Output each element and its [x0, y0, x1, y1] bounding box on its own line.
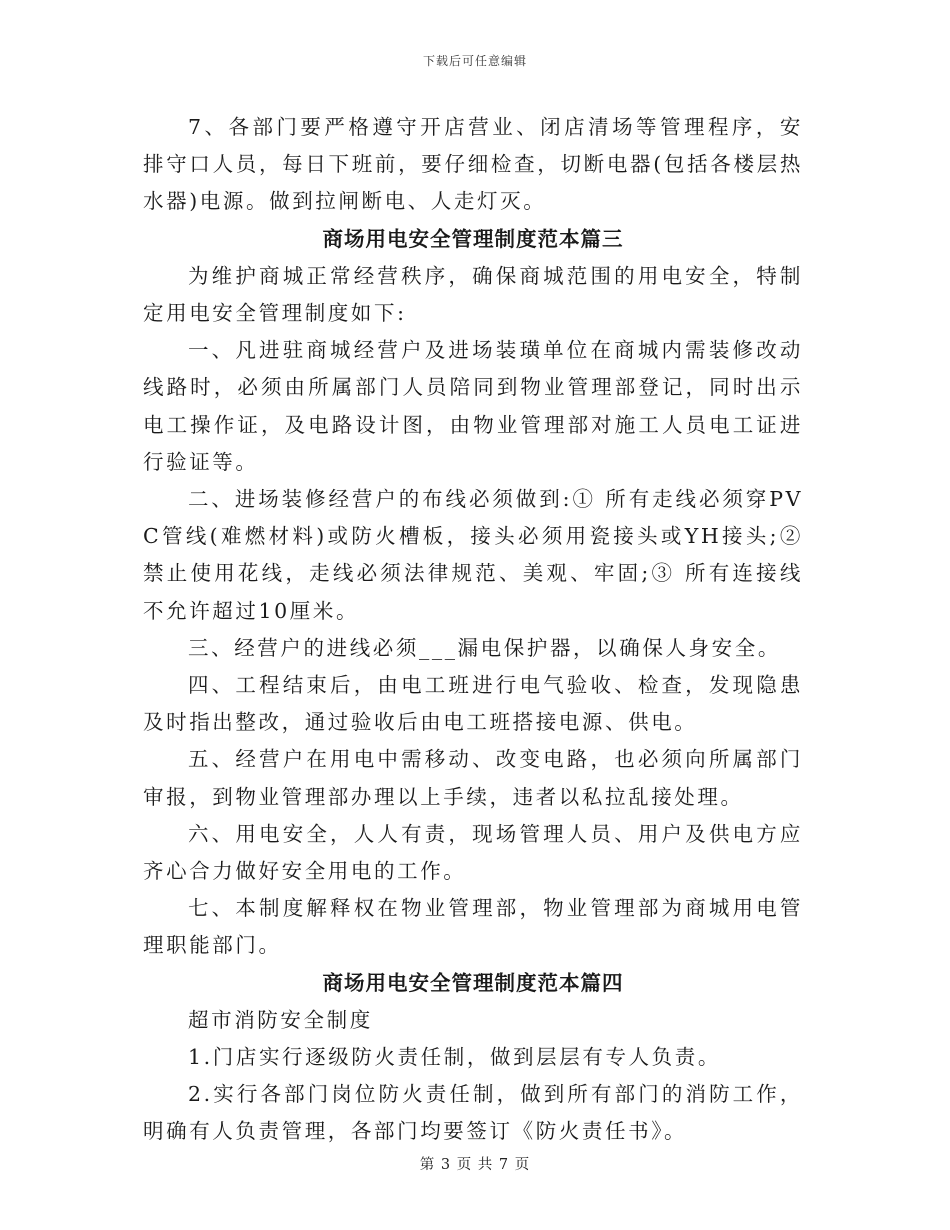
- page-number: 第 3 页 共 7 页: [419, 1157, 531, 1173]
- paragraph-rule-seven: 七、本制度解释权在物业管理部，物业管理部为商城用电管理职能部门。: [143, 896, 803, 958]
- paragraph-rule-two: 二、进场装修经营户的布线必须做到:① 所有走线必须穿PVC管线(难燃材料)或防火槽板，接头必须用瓷接头或YH接头;② 禁止使用花线，走线必须法律规范、美观、牢固;③ 所有连接线不允许超过10厘米。: [143, 487, 803, 623]
- section-heading-part-3: 商场用电安全管理制度范本篇三: [322, 226, 624, 251]
- paragraph-subtitle: 超市消防安全制度: [188, 1007, 373, 1032]
- paragraph-rule-five: 五、经营户在用电中需移动、改变电路，也必须向所属部门审报，到物业管理部办理以上手续，违者以私拉乱接处理。: [143, 747, 803, 809]
- paragraph-rule-one: 一、凡进驻商城经营户及进场装璜单位在商城内需装修改动线路时，必须由所属部门人员陪同到物业管理部登记，同时出示电工操作证，及电路设计图，由物业管理部对施工人员电工证进行验证等。: [143, 338, 803, 474]
- header-note: 下载后可任意编辑: [422, 54, 527, 68]
- paragraph-rule-three: 三、经营户的进线必须___漏电保护器，以确保人身安全。: [188, 635, 781, 660]
- paragraph-item-2: 2.实行各部门岗位防火责任制，做到所有部门的消防工作，明确有人负责管理，各部门均要签订《防火责任书》。: [143, 1082, 803, 1144]
- paragraph-rule-six: 六、用电安全，人人有责，现场管理人员、用户及供电方应齐心合力做好安全用电的工作。: [143, 821, 803, 884]
- document-body: [143, 109, 803, 1151]
- paragraph-item-1: 1.门店实行逐级防火责任制，做到层层有专人负责。: [188, 1045, 721, 1070]
- section-heading-part-4: 商场用电安全管理制度范本篇四: [322, 970, 624, 995]
- paragraph-intro: 为维护商城正常经营秩序，确保商城范围的用电安全，特制定用电安全管理制度如下:: [143, 263, 803, 326]
- paragraph-rule-four: 四、工程结束后，由电工班进行电气验收、检查，发现隐患及时指出整改，通过验收后由电工班搭接电源、供电。: [143, 673, 803, 735]
- paragraph-rule-7: 7、各部门要严格遵守开店营业、闭店清场等管理程序，安排守口人员，每日下班前，要仔细检查，切断电器(包括各楼层热水器)电源。做到拉闸断电、人走灯灭。: [143, 115, 803, 214]
